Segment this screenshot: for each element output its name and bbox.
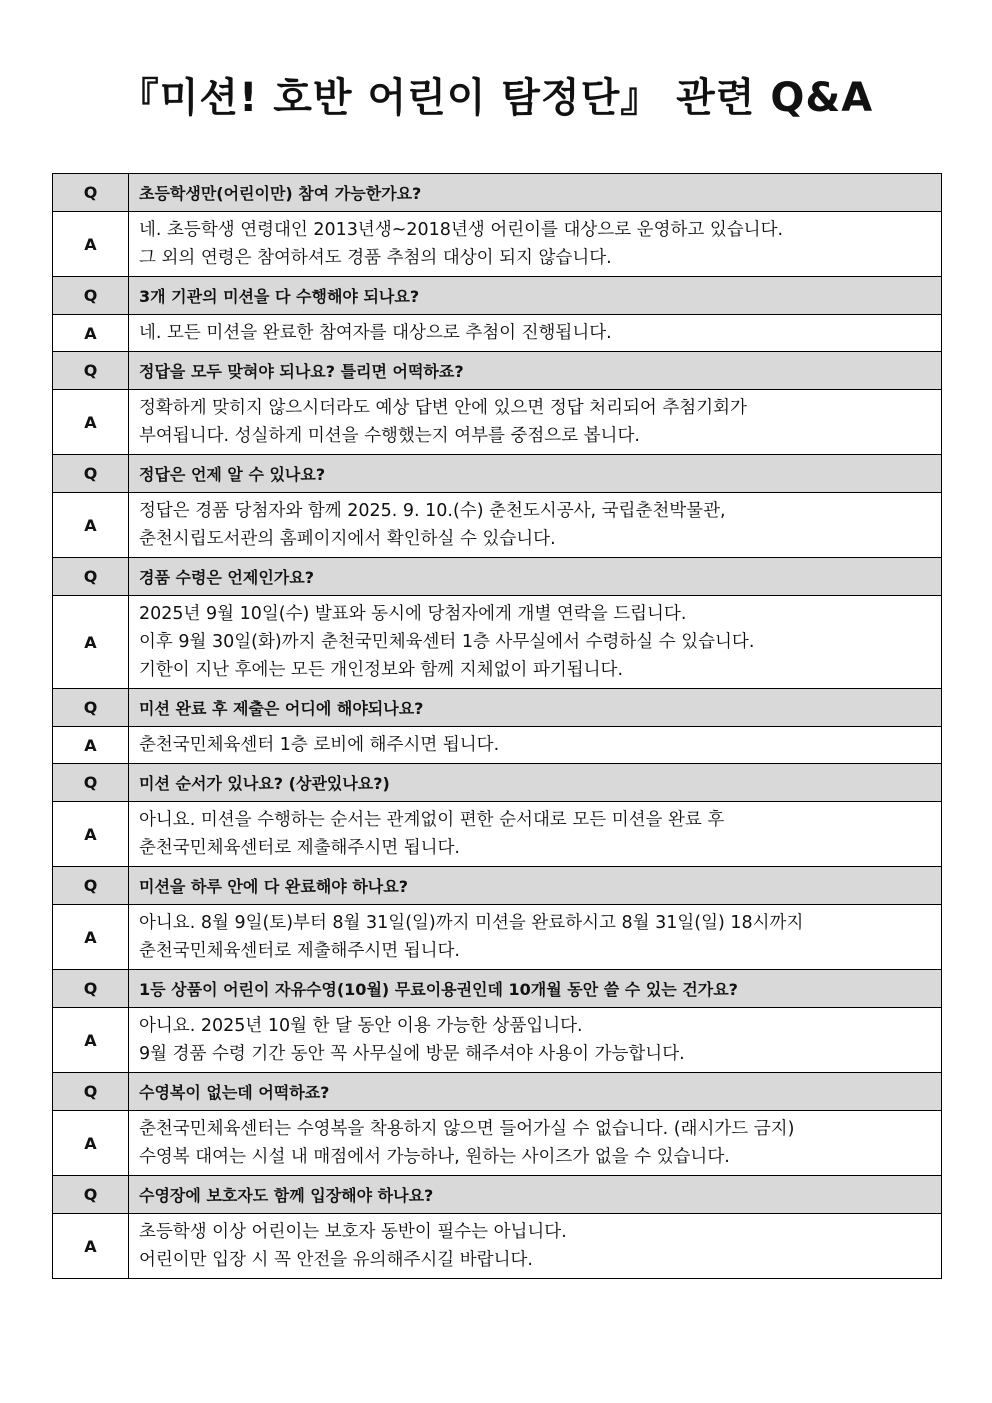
- answer-line: 초등학생 이상 어린이는 보호자 동반이 필수는 아닙니다.: [139, 1222, 567, 1242]
- answer-row: [53, 212, 942, 277]
- answer-label: A: [53, 390, 129, 455]
- question-label: Q: [53, 174, 129, 212]
- question-label: Q: [53, 1176, 129, 1214]
- answer-text: [129, 596, 942, 689]
- question-text: 1등 상품이 어린이 자유수영(10월) 무료이용권인데 10개월 동안 쓸 수 있는 건가요?: [129, 970, 942, 1008]
- answer-line: 아니요. 2025년 10월 한 달 동안 이용 가능한 상품입니다.: [139, 1016, 583, 1036]
- answer-text: [129, 727, 942, 764]
- question-row: [53, 558, 942, 596]
- answer-label: A: [53, 212, 129, 277]
- answer-line: 정답은 경품 당첨자와 함께 2025. 9. 10.(수) 춘천도시공사, 국립춘천박물관,: [139, 501, 726, 521]
- answer-label: A: [53, 905, 129, 970]
- answer-text: [129, 212, 942, 277]
- question-label: Q: [53, 455, 129, 493]
- question-label: Q: [53, 1073, 129, 1111]
- question-text: 3개 기관의 미션을 다 수행해야 되나요?: [129, 277, 942, 315]
- answer-line: 아니요. 미션을 수행하는 순서는 관계없이 편한 순서대로 모든 미션을 완료 후: [139, 810, 725, 830]
- answer-line: 정확하게 맞히지 않으시더라도 예상 답변 안에 있으면 정답 처리되어 추첨기회가: [139, 398, 747, 418]
- qa-table-body: [53, 174, 942, 1279]
- answer-row: [53, 390, 942, 455]
- answer-label: A: [53, 727, 129, 764]
- question-text: 수영복이 없는데 어떡하죠?: [129, 1073, 942, 1111]
- question-text: 수영장에 보호자도 함께 입장해야 하나요?: [129, 1176, 942, 1214]
- answer-label: A: [53, 1214, 129, 1279]
- question-row: [53, 352, 942, 390]
- answer-label: A: [53, 596, 129, 689]
- answer-label: A: [53, 493, 129, 558]
- answer-line: 아니요. 8월 9일(토)부터 8월 31일(일)까지 미션을 완료하시고 8월 31일(일) 18시까지: [139, 913, 804, 933]
- answer-label: A: [53, 1008, 129, 1073]
- question-row: [53, 970, 942, 1008]
- question-label: Q: [53, 558, 129, 596]
- answer-line: 부여됩니다. 성실하게 미션을 수행했는지 여부를 중점으로 봅니다.: [139, 426, 640, 446]
- question-row: [53, 764, 942, 802]
- answer-row: [53, 905, 942, 970]
- answer-row: [53, 1008, 942, 1073]
- answer-row: [53, 802, 942, 867]
- question-label: Q: [53, 764, 129, 802]
- answer-text: [129, 1008, 942, 1073]
- answer-line: 춘천국민체육센터 1층 로비에 해주시면 됩니다.: [139, 735, 500, 755]
- answer-row: [53, 315, 942, 352]
- page-title: 『미션! 호반 어린이 탐정단』 관련 Q&A: [118, 75, 874, 121]
- answer-line: 춘천국민체육센터로 제출해주시면 됩니다.: [139, 838, 460, 858]
- question-row: [53, 1176, 942, 1214]
- answer-line: 네. 초등학생 연령대인 2013년생~2018년생 어린이를 대상으로 운영하고 있습니다.: [139, 220, 784, 240]
- answer-line: 이후 9월 30일(화)까지 춘천국민체육센터 1층 사무실에서 수령하실 수 있습니다.: [139, 632, 755, 652]
- answer-row: [53, 493, 942, 558]
- answer-line: 그 외의 연령은 참여하셔도 경품 추첨의 대상이 되지 않습니다.: [139, 248, 612, 268]
- answer-line: 2025년 9월 10일(수) 발표와 동시에 당첨자에게 개별 연락을 드립니다.: [139, 604, 687, 624]
- question-text: 정답을 모두 맞혀야 되나요? 틀리면 어떡하죠?: [129, 352, 942, 390]
- answer-text: [129, 905, 942, 970]
- answer-line: 기한이 지난 후에는 모든 개인정보와 함께 지체없이 파기됩니다.: [139, 660, 624, 680]
- answer-text: [129, 802, 942, 867]
- question-text: 경품 수령은 언제인가요?: [129, 558, 942, 596]
- answer-label: A: [53, 802, 129, 867]
- question-row: [53, 1073, 942, 1111]
- question-row: [53, 689, 942, 727]
- answer-text: [129, 1111, 942, 1176]
- question-text: 초등학생만(어린이만) 참여 가능한가요?: [129, 174, 942, 212]
- question-label: Q: [53, 352, 129, 390]
- answer-text: [129, 493, 942, 558]
- answer-line: 어린이만 입장 시 꼭 안전을 유의해주시길 바랍니다.: [139, 1250, 533, 1270]
- answer-text: [129, 1214, 942, 1279]
- answer-line: 춘천시립도서관의 홈페이지에서 확인하실 수 있습니다.: [139, 529, 556, 549]
- question-row: [53, 174, 942, 212]
- question-row: [53, 277, 942, 315]
- qa-table: [52, 173, 942, 1279]
- question-text: 미션 완료 후 제출은 어디에 해야되나요?: [129, 689, 942, 727]
- answer-row: [53, 727, 942, 764]
- question-text: 정답은 언제 알 수 있나요?: [129, 455, 942, 493]
- answer-line: 춘천국민체육센터는 수영복을 착용하지 않으면 들어가실 수 없습니다. (래시가드 금지): [139, 1119, 795, 1139]
- answer-text: [129, 390, 942, 455]
- question-row: [53, 455, 942, 493]
- question-text: 미션 순서가 있나요? (상관있나요?): [129, 764, 942, 802]
- answer-line: 네. 모든 미션을 완료한 참여자를 대상으로 추첨이 진행됩니다.: [139, 323, 612, 343]
- answer-row: [53, 596, 942, 689]
- question-label: Q: [53, 867, 129, 905]
- answer-label: A: [53, 1111, 129, 1176]
- answer-line: 9월 경품 수령 기간 동안 꼭 사무실에 방문 해주셔야 사용이 가능합니다.: [139, 1044, 685, 1064]
- answer-label: A: [53, 315, 129, 352]
- question-label: Q: [53, 970, 129, 1008]
- answer-text: [129, 315, 942, 352]
- question-label: Q: [53, 689, 129, 727]
- answer-line: 수영복 대여는 시설 내 매점에서 가능하나, 원하는 사이즈가 없을 수 있습니다.: [139, 1147, 730, 1167]
- answer-line: 춘천국민체육센터로 제출해주시면 됩니다.: [139, 941, 460, 961]
- question-row: [53, 867, 942, 905]
- question-label: Q: [53, 277, 129, 315]
- answer-row: [53, 1111, 942, 1176]
- question-text: 미션을 하루 안에 다 완료해야 하나요?: [129, 867, 942, 905]
- answer-row: [53, 1214, 942, 1279]
